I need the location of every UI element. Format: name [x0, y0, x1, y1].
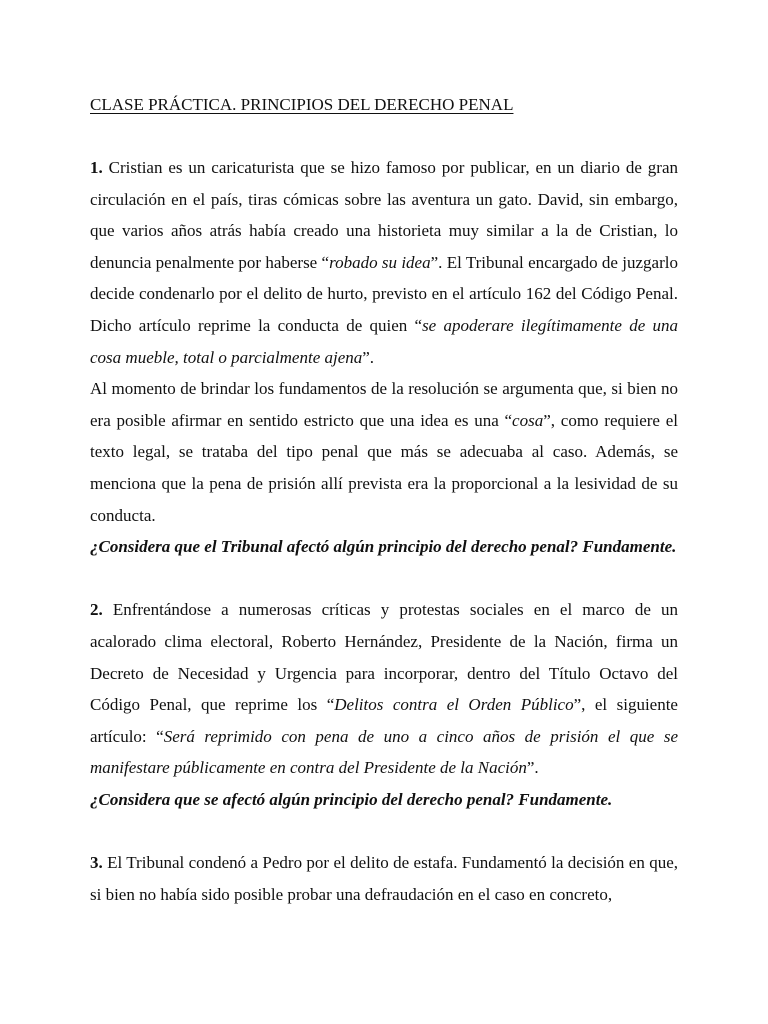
document-title: CLASE PRÁCTICA. PRINCIPIOS DEL DERECHO PENAL: [90, 95, 514, 114]
spacer: [90, 815, 678, 847]
case-1-paragraph: [90, 152, 678, 373]
case-2-question: ¿Considera que se afectó algún principio del derecho penal? Fundamente.: [90, 789, 613, 809]
case-2-text-b: ”, el siguiente artículo: “: [90, 695, 678, 746]
case-1-reasoning-paragraph: [90, 373, 678, 531]
case-1-article-text: se apoderare ilegítimamente de una cosa mueble, total o parcialmente ajena: [90, 315, 678, 367]
case-1-number: 1.: [90, 158, 103, 177]
case-1-text-c: ”.: [362, 347, 375, 367]
case-2-text-c: ”.: [526, 758, 539, 778]
case-1-cosa: cosa: [512, 410, 544, 430]
document-page: [90, 92, 678, 910]
case-3-text-a: El Tribunal condenó a Pedro por el delito de estafa. Fundamentó la decisión en que, si bien no había sido posible probar una defraudación en el caso en concreto,: [90, 853, 678, 904]
case-1-text-a: Cristian es un caricaturista que se hizo famoso por publicar, en un diario de gran circulación en el país, tiras cómicas sobre las aventura un gato. David, sin embargo, que varios años atrás había creado una historieta muy similar a la de Cristian, lo denuncia penalmente por haberse “: [90, 158, 678, 272]
case-3-paragraph: [90, 847, 678, 910]
case-2-text-a: Enfrentándose a numerosas críticas y protestas sociales en el marco de un acalorado clima electoral, Roberto Hernández, Presidente de la Nación, firma un Decreto de Necesidad y Urgencia para incorporar, dentro del Título Octavo del Código Penal, que reprime los “: [90, 600, 678, 715]
case-1-reasoning-a: Al momento de brindar los fundamentos de la resolución se argumenta que, si bien no era posible afirmar en sentido estricto que una idea es una “: [90, 379, 678, 430]
case-2-number: 2.: [90, 600, 103, 620]
case-1-quote: robado su idea: [329, 252, 431, 272]
case-2-article-text: Será reprimido con pena de uno a cinco años de prisión el que se manifestare públicamente en contra del Presidente de la Nación: [90, 726, 678, 778]
case-3-number: 3.: [90, 853, 103, 873]
case-2-paragraph: [90, 594, 678, 784]
case-1-reasoning-b: ”, como requiere el texto legal, se trataba del tipo penal que más se adecuaba al caso. Además, se menciona que la pena de prisión allí prevista era la proporcional a la lesividad de su conducta.: [90, 410, 678, 525]
case-2-title: Delitos contra el Orden Público: [334, 695, 574, 715]
spacer: [90, 563, 678, 595]
case-1-question: ¿Considera que el Tribunal afectó algún principio del derecho penal? Fundamente.: [90, 537, 677, 557]
case-1-text-b: ”. El Tribunal encargado de juzgarlo decide condenarlo por el delito de hurto, previsto en el artículo 162 del Código Penal. Dicho artículo reprime la conducta de quien “: [90, 252, 678, 335]
spacer: [90, 118, 678, 152]
